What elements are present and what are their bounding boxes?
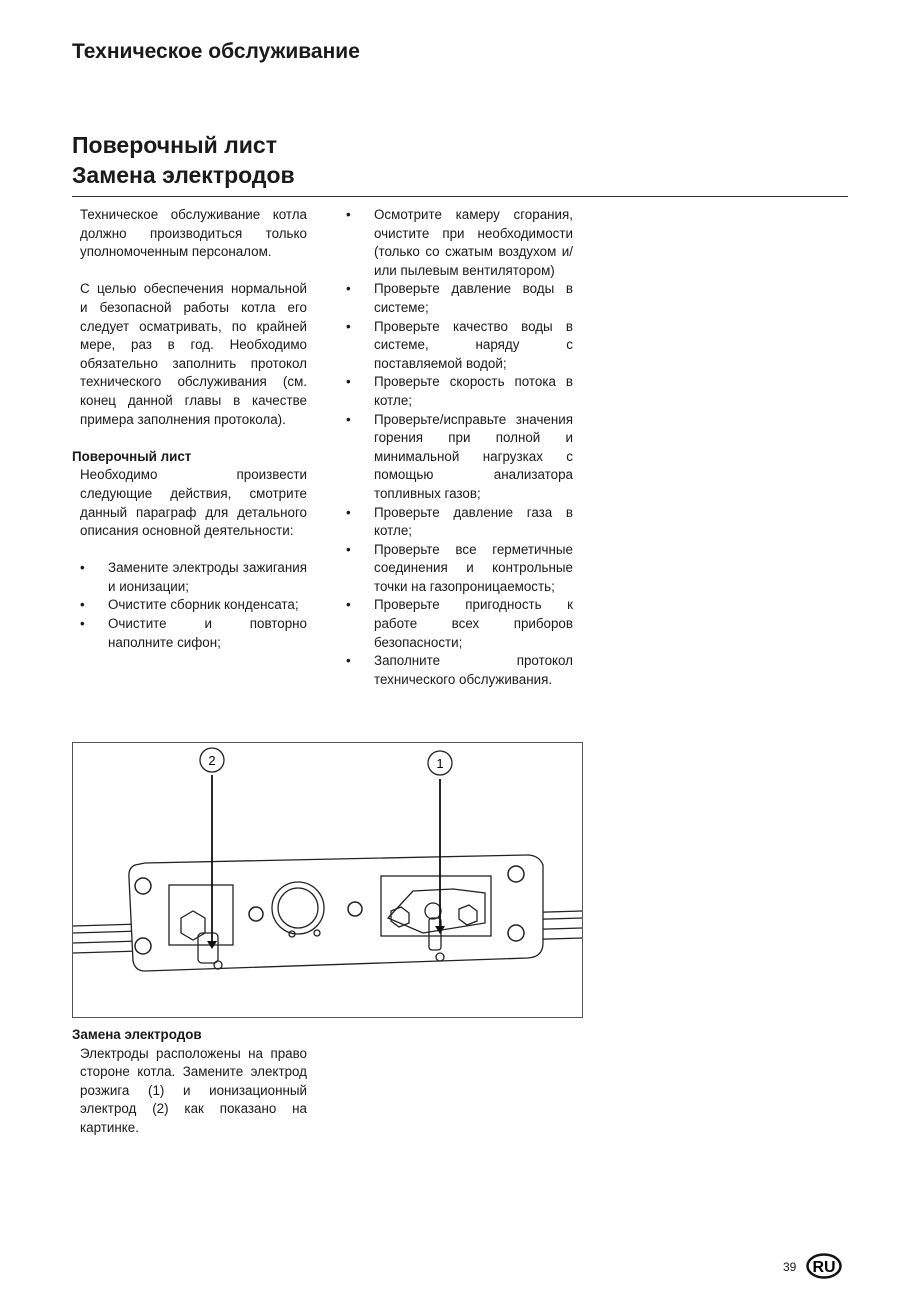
figure-caption <box>72 1026 307 1138</box>
list-item: • Проверьте давление воды в системе; <box>346 281 573 315</box>
language-badge-icon <box>806 1253 842 1279</box>
bullet-icon: • <box>346 318 351 334</box>
list-item: • Проверьте качество воды в системе, наряду с поставляемой водой; <box>346 318 573 371</box>
language-badge-label: RU <box>812 1259 836 1276</box>
bullet-icon: • <box>346 504 351 520</box>
inspection-paragraph: С целью обеспечения нормальной и безопасной работы котла его следует осматривать, по крайней мере, раз в год. Необходимо обязательно заполнить протокол технического обслуживания (см. конец данной главы в качестве примера заполнения протокола). <box>80 281 307 427</box>
checklist-intro: Необходимо произвести следующие действия, смотрите данный параграф для детального описания основной деятельности: <box>80 467 307 539</box>
callout-1-label: 1 <box>436 756 444 771</box>
list-item: • Очистите сборник конденсата; <box>80 596 307 615</box>
left-bullet-list <box>80 559 307 652</box>
list-item: • Заполните протокол технического обслуживания. <box>346 653 573 687</box>
bullet-icon: • <box>80 597 85 613</box>
callout-2-label: 2 <box>208 753 216 768</box>
boiler-electrode-illustration <box>73 743 582 1017</box>
checklist-subheading: Поверочный лист <box>72 448 192 464</box>
intro-paragraph: Техническое обслуживание котла должно производиться только уполномоченным персоналом. <box>80 207 307 260</box>
title-line-2: Замена электродов <box>72 162 295 188</box>
caption-text: Электроды расположены на право стороне котла. Замените электрод розжига (1) и ионизационный электрод (2) как показано на картинке. <box>80 1045 307 1135</box>
list-item: • Проверьте пригодность к работе всех приборов безопасности; <box>346 597 573 650</box>
list-item: • Проверьте скорость потока в котле; <box>346 374 573 408</box>
list-item: • Очистите и повторно наполните сифон; <box>80 616 307 650</box>
right-column <box>346 206 573 689</box>
bullet-icon: • <box>80 560 85 576</box>
page-number: 39 <box>783 1260 797 1274</box>
list-item: • Проверьте все герметичные соединения и контрольные точки на газопроницаемость; <box>346 541 573 594</box>
list-item: • Замените электроды зажигания и ионизации; <box>80 560 307 594</box>
bullet-icon: • <box>346 653 351 669</box>
bullet-icon: • <box>346 541 351 557</box>
section-title: Техническое обслуживание <box>72 40 360 63</box>
page-title <box>72 130 295 190</box>
title-divider <box>72 196 848 197</box>
bullet-icon: • <box>346 374 351 390</box>
bullet-icon: • <box>346 597 351 613</box>
bullet-icon: • <box>346 207 351 222</box>
bullet-icon: • <box>346 281 351 297</box>
bullet-icon: • <box>80 616 85 632</box>
list-item: • Осмотрите камеру сгорания, очистите при необходимости (только со сжатым воздухом и/или пылевым вентилятором) <box>346 207 573 278</box>
list-item: • Проверьте/исправьте значения горения при полной и минимальной нагрузках с помощью анализатора топливных газов; <box>346 411 573 501</box>
title-line-1: Поверочный лист <box>72 132 277 158</box>
left-column <box>72 206 307 652</box>
list-item: • Проверьте давление газа в котле; <box>346 504 573 539</box>
right-bullet-list <box>346 206 573 689</box>
caption-heading: Замена электродов <box>72 1027 202 1042</box>
bullet-icon: • <box>346 411 351 427</box>
electrode-diagram <box>72 742 583 1018</box>
